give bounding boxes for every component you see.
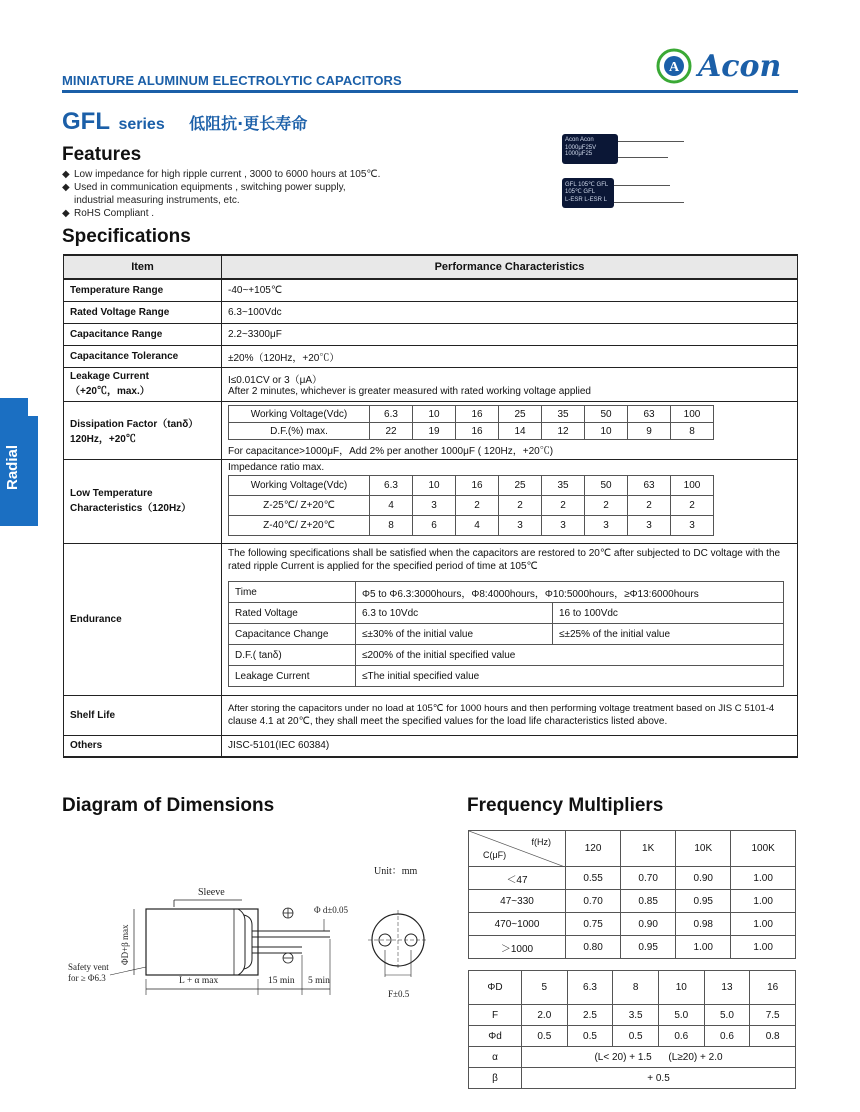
lead-wire xyxy=(614,202,684,203)
table-row: Leakage Current （+20℃，max.） I≤0.01CV or 3（μA） After 2 minutes, whichever is greater measured with rated working voltage applied xyxy=(64,367,798,401)
feature-item: ◆ Used in communication equipments , switching power supply, xyxy=(62,182,346,193)
specifications-table xyxy=(63,254,798,758)
table-row: F 2.0 2.5 3.5 5.0 5.0 7.5 xyxy=(469,1005,796,1026)
corner-cell: f(Hz) C(μF) xyxy=(469,831,566,867)
feature-item: industrial measuring instruments, etc. xyxy=(74,195,240,206)
series-subtitle: 低阻抗·更长寿命 xyxy=(189,114,308,133)
table-row: ＞1000 0.80 0.95 1.00 1.00 xyxy=(469,936,796,959)
brand-logo xyxy=(656,48,781,84)
df-table: Working Voltage(Vdc) 6.3 10 16 25 35 50 63 100 D.F.(%) max. 22 19 16 14 12 10 9 8 xyxy=(228,405,714,440)
table-row: β + 0.5 xyxy=(469,1068,796,1089)
frequency-heading: Frequency Multipliers xyxy=(467,795,664,816)
lead-wire xyxy=(618,157,668,158)
impedance-table: Working Voltage(Vdc) 6.3 10 16 25 35 50 63 100 Z-25℃/ Z+20℃ 4 3 2 2 2 2 2 2 Z-40℃/ Z+20℃ 8 6 4 3 3 3 3 3 xyxy=(228,475,714,536)
unit-label: Unit：mm xyxy=(374,866,418,877)
svg-text:A: A xyxy=(668,60,680,75)
radial-side-tab: Radial xyxy=(0,398,38,526)
capacitor-image-1: Acon Acon 1000μF25V 1000μF25 xyxy=(562,134,618,164)
svg-text:Safety vent: Safety vent xyxy=(68,962,109,972)
dimension-table: ΦD 5 6.3 8 10 13 16 F 2.0 2.5 3.5 5.0 5.0 7.5 Φd 0.5 0.5 0.5 0.6 0.6 0.8 α (L< 20) + 1.5 (L≥20) + 2.0 β + 0.5 xyxy=(468,970,796,1089)
dimension-diagram xyxy=(62,855,432,1005)
lead-wire xyxy=(614,185,670,186)
side-tab-notch xyxy=(28,398,38,416)
table-row: Low Temperature Characteristics（120Hz） Impedance ratio max. Working Voltage(Vdc) 6.3 10 16 25 35 50 63 100 Z-25℃/ Z+20℃ 4 3 2 2 2 2 2 2 Z-40℃/ Z+20℃ 8 6 4 3 3 3 3 3 xyxy=(64,459,798,543)
table-row: ＜47 0.55 0.70 0.90 1.00 xyxy=(469,867,796,890)
col-item: Item xyxy=(64,255,222,279)
table-header-row xyxy=(64,255,798,279)
series-word: series xyxy=(118,116,165,133)
series-code: GFL xyxy=(62,108,110,135)
feature-item: ◆ RoHS Compliant . xyxy=(62,208,155,219)
svg-text:L + α max: L + α max xyxy=(179,976,219,986)
table-row: Rated Voltage Range 6.3~100Vdc xyxy=(64,301,798,323)
svg-text:Φ d±0.05: Φ d±0.05 xyxy=(314,905,349,915)
series-title xyxy=(62,108,307,136)
feature-item: ◆ Low impedance for high ripple current , 3000 to 6000 hours at 105℃. xyxy=(62,169,381,180)
table-row: Others JISC-5101(IEC 60384) xyxy=(64,735,798,757)
features-heading: Features xyxy=(62,144,142,165)
table-row: 470~1000 0.75 0.90 0.98 1.00 xyxy=(469,913,796,936)
header-rule xyxy=(62,90,798,93)
col-performance: Performance Characteristics xyxy=(222,255,798,279)
table-row: Temperature Range -40~+105℃ xyxy=(64,279,798,301)
lead-wire xyxy=(618,141,684,142)
table-row: Capacitance Tolerance ±20%（120Hz，+20℃） xyxy=(64,345,798,367)
frequency-table: f(Hz) C(μF) 120 1K 10K 100K ＜47 0.55 0.70 0.90 1.00 47~330 0.70 0.85 0.95 1.00 470~1000 0.75 0.90 0.98 1.00 ＞1000 0.80 0.95 1.00 1.00 xyxy=(468,830,796,959)
capacitor-image-2: GFL 105℃ GFL 105℃ GFL L-ESR L-ESR L xyxy=(562,178,614,208)
features-list xyxy=(62,168,380,220)
table-row: Φd 0.5 0.5 0.5 0.6 0.6 0.8 xyxy=(469,1026,796,1047)
table-row: Shelf Life After storing the capacitors under no load at 105℃ for 1000 hours and then performing voltage treatment based on JIS C 5101-4 clause 4.1 at 20℃, they shall meet the specified values for the load life characteristics listed above. xyxy=(64,695,798,735)
table-row: Endurance The following specifications shall be satisfied when the capacitors are restored to 20℃ after subjected to DC voltage with the rated ripple Current is applied for the specified period of time at 105℃ Time Φ5 to Φ6.3:3000hours，Φ8:4000hours，Φ10:5000hours，≥Φ13:6000hours Rated Voltage 6.3 to 10Vdc 16 to 100Vdc Capacitance Change ≤±30% of the initial value ≤±25% of the initial value D.F.( tanδ) ≤200% of the initial specified value Leakage Current ≤The initial specified value xyxy=(64,543,798,695)
table-row: Dissipation Factor（tanδ） 120Hz，+20℃ Working Voltage(Vdc) 6.3 10 16 25 35 50 63 100 D.F.(%) max. 22 19 16 14 12 10 9 8 For capacitance>1000μF，Add 2% per another 1000μF ( 120Hz，+20℃) xyxy=(64,401,798,459)
dimensions-heading: Diagram of Dimensions xyxy=(62,795,275,816)
svg-text:for ≥ Φ6.3: for ≥ Φ6.3 xyxy=(68,973,106,983)
svg-text:5 min: 5 min xyxy=(308,976,330,986)
table-row: 47~330 0.70 0.85 0.95 1.00 xyxy=(469,890,796,913)
svg-text:ΦD+β max: ΦD+β max xyxy=(120,924,130,965)
specifications-heading: Specifications xyxy=(62,226,191,247)
acon-logo-icon xyxy=(656,48,692,84)
table-row: Capacitance Range 2.2~3300μF xyxy=(64,323,798,345)
brand-name: Acon xyxy=(698,48,782,84)
endurance-table: Time Φ5 to Φ6.3:3000hours，Φ8:4000hours，Φ10:5000hours，≥Φ13:6000hours Rated Voltage 6.3 to 10Vdc 16 to 100Vdc Capacitance Change ≤±30% of the initial value ≤±25% of the initial value D.F.( tanδ) ≤200% of the initial specified value Leakage Current ≤The initial specified value xyxy=(228,581,784,687)
svg-text:15 min: 15 min xyxy=(268,976,295,986)
header-title: MINIATURE ALUMINUM ELECTROLYTIC CAPACITORS xyxy=(62,73,402,88)
svg-text:F±0.5: F±0.5 xyxy=(388,989,410,999)
svg-text:Sleeve: Sleeve xyxy=(198,887,225,898)
table-row: α (L< 20) + 1.5 (L≥20) + 2.0 xyxy=(469,1047,796,1068)
